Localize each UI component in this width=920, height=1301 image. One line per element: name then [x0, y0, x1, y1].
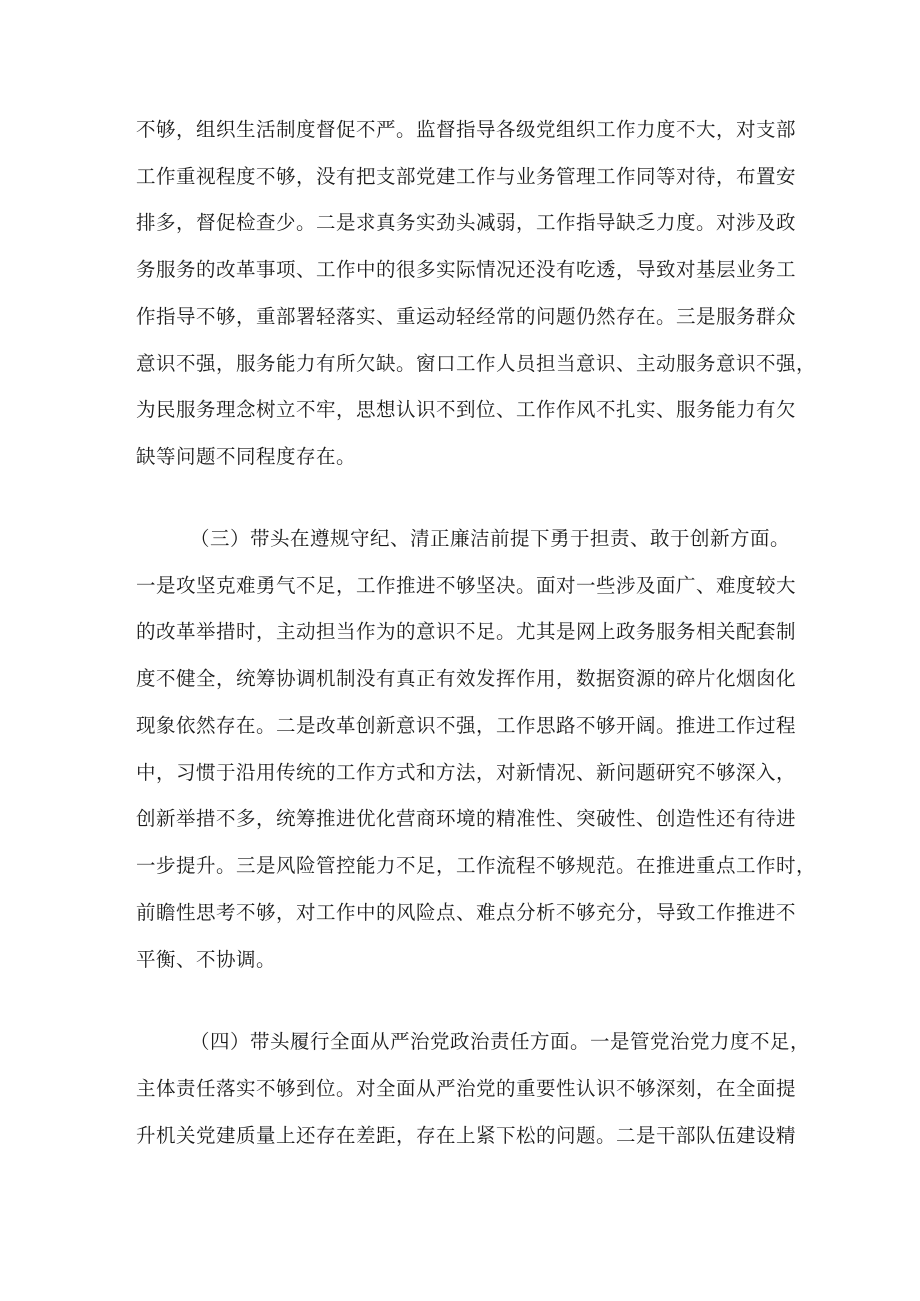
text-line: 平衡、不协调。: [136, 948, 277, 971]
text-line: 前瞻性思考不够，对工作中的风险点、难点分析不够充分，导致工作推进不: [136, 901, 797, 924]
text-line: 创新举措不多，统筹推进优化营商环境的精准性、突破性、创造性还有待进: [136, 807, 797, 830]
text-line: 作指导不够，重部署轻落实、重运动轻经常的问题仍然存在。三是服务群众: [136, 305, 797, 328]
text-line: （三）带头在遵规守纪、清正廉洁前提下勇于担责、敢于创新方面。: [190, 527, 791, 550]
text-line: 一步提升。三是风险管控能力不足，工作流程不够规范。在推进重点工作时，: [136, 854, 817, 877]
text-line: 务服务的改革事项、工作中的很多实际情况还没有吃透，导致对基层业务工: [136, 258, 797, 281]
text-line: （四）带头履行全面从严治党政治责任方面。一是管党治党力度不足，: [190, 1030, 811, 1053]
text-line: 意识不强，服务能力有所欠缺。窗口工作人员担当意识、主动服务意识不强，: [136, 352, 817, 375]
text-line: 为民服务理念树立不牢，思想认识不到位、工作作风不扎实、服务能力有欠: [136, 398, 797, 421]
text-line: 缺等问题不同程度存在。: [136, 445, 357, 468]
text-line: 主体责任落实不够到位。对全面从严治党的重要性认识不够深刻，在全面提: [136, 1077, 797, 1100]
text-line: 的改革举措时，主动担当作为的意识不足。尤其是网上政务服务相关配套制: [136, 620, 797, 643]
text-line: 现象依然存在。二是改革创新意识不强，工作思路不够开阔。推进工作过程: [136, 714, 797, 737]
text-line: 排多，督促检查少。二是求真务实劲头减弱，工作指导缺乏力度。对涉及政: [136, 211, 797, 234]
text-line: 度不健全，统筹协调机制没有真正有效发挥作用，数据资源的碎片化烟囱化: [136, 667, 797, 690]
text-line: 一是攻坚克难勇气不足，工作推进不够坚决。面对一些涉及面广、难度较大: [136, 574, 797, 597]
text-line: 中，习惯于沿用传统的工作方式和方法，对新情况、新问题研究不够深入，: [136, 761, 797, 784]
text-line: 工作重视程度不够，没有把支部党建工作与业务管理工作同等对待，布置安: [136, 165, 797, 188]
text-line: 不够，组织生活制度督促不严。监督指导各级党组织工作力度不大，对支部: [136, 118, 797, 141]
text-line: 升机关党建质量上还存在差距，存在上紧下松的问题。二是干部队伍建设精: [136, 1124, 797, 1147]
